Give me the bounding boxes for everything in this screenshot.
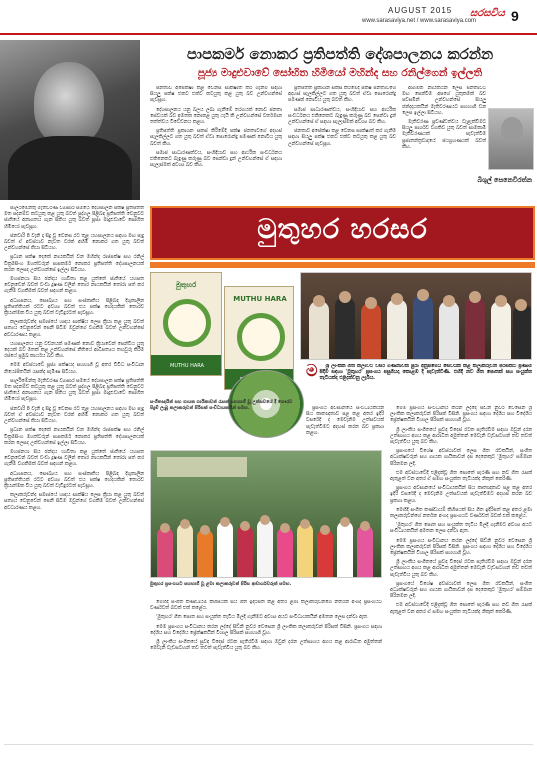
person-figure [335,297,355,359]
child-figure [177,523,193,577]
child-head [360,521,370,531]
person-figure [439,301,459,359]
article-paragraph: අධ්‍යාපනය, සෞඛ්‍යය සහ සංස්කෘතිය පිළිබඳ දිගුකාලීන ප්‍රතිපත්තියක් රටට අවශ්‍ය බවත් එය පක්ෂ භේදයකින් තොරව ක්‍රියාත්මක විය යුතු බවත් වැඩිදුරටත් පැවසූහ. [4,471,144,489]
cover-title-2: MUTHU HARA [233,295,287,303]
section-lead [300,364,532,402]
book-cover-front [150,272,222,376]
child-figure [237,525,253,577]
article-paragraph: සමාජ සාධාරණත්වය, සංහිඳියාව සහ ආර්ථික සංවර්ධනය එකිනෙකට බැඳුණු කරුණු බව පෙන්වා දුන් උන්වහන්සේ ඒ සඳහා සැලැස්මක් අවශ්‍ය බව කීහ. [150,150,282,169]
article-paragraph: මෙම අවස්ථාවේ පූජ්‍ය පක්ෂයද සහභාගී වූ අතර විවිධ සංවිධාන නියෝජිතයින් රැසක්ද පැමිණ සිටියහ. [4,363,144,375]
section-banner [150,206,535,260]
photo-caption-1: සංගීතඥයින් සහ ගායක ගායිකාවන් රැසක් සහභාගී වූ උත්සවයේ දී ගෞරව පිදුම් ලැබූ කලාකරුවන් පිරිසක් සංවිධායකයින් සමඟ. [150,400,293,411]
article-paragraph: ආගමික නායකයින් ලෙස ජනතාවට මඟ පෙන්වීම අපගේ යුතුකමක් බව පවසමින් උන්වහන්සේ සියලු ඡන්දදායකයින් මැතිවරණයට සහභාගී වන ලෙස ඉල්ලා සිටියහ. [402,86,486,116]
website-url[interactable]: www.sarasaviya.net / www.sarasaviya.com [362,18,477,24]
article-paragraph: අධ්‍යාපනය, සෞඛ්‍යය සහ සංස්කෘතිය පිළිබඳ දිගුකාලීන ප්‍රතිපත්තියක් රටට අවශ්‍ය බවත් එය පක්ෂ භේදයකින් තොරව ක්‍රියාත්මක විය යුතු බවත් වැඩිදුරටත් පැවසූහ. [4,298,144,317]
section-body-bottom [150,600,382,740]
article-paragraph: ප්‍රතිපත්ති ප්‍රකාශන සකස් කිරීමේදී පක්ෂ ජනතාවගේ අදහස් සැලකිල්ලට ගත යුතු බවත් ඒවා පොරොන්දු පමණක් නොවිය යුතු බවත් කීහ. [150,129,282,147]
section-paragraph: මෙම ප්‍රසංගය සංවිධානය කරන ලද්දේ සිඩ්නි නුවර වෙසෙන ශ්‍රී ලාංකික කලාකරුවන් පිරිසක් විසිනි. ප්‍රසංගය සඳහා දේශීය සහ විදේශීය ප්‍රේක්ෂකයින් විශාල පිරිසක් සහභාගී වූහ. [150,624,382,636]
article-paragraph: ජනතාව අපේක්ෂා කළ වෙනස සාක්ෂාත් කර ගැනීම සඳහා සියලු පක්ෂ එකට එක්ව කටයුතු කළ යුතු බව උන්වහන්සේ පැවසූහ. [150,86,282,104]
page-footer-rule [4,744,533,745]
section-paragraph: මෙහිදී සංගීත කණ්ඩායම් කිහිපයක් සිය ගීත ඉදිරිපත් කළ අතර ළමා කලාකරුවන්ගේ නර්තන අංගද ප්‍රසංගයට වර්ණවත් බවක් එක් කළේය. [390,507,532,520]
monk-portrait-photo [0,40,140,200]
article-paragraph: මහජනයා සිය ඡන්දය භාවිතා කළ යුත්තේ ජාතියේ යහපත වෙනුවෙන් බවත් වංචා දූෂණ වලින් තොර නායකයින් තෝරා පත් කර ගැනීම වගකීමක් බවත් සඳහන් කළහ. [4,449,144,468]
cover-emblem [163,299,211,347]
section-lead-body: ශ්‍රී ලාංකික ගීත කලාවට වසර ගණනාවක් පුරා අනුපමේය සේවයක් කළ කලාකරුවන් පිරිසකට ප්‍රණාම පිදීම සඳහා 'මුතුහර' ප්‍රසංගය පසුගියදා කොළඹ දී පැවැත්විණි. එහිදී නව ගීත පොතක් සහ සංයුක්ත තැටියක්ද එළිදක්වනු ලැබීය. [319,364,532,382]
portrait-head [34,62,104,146]
article-headline-block [150,45,530,80]
person-figure [513,305,532,359]
article-column-left [4,206,144,740]
section-paragraph: ප්‍රසංගය අවසානයේ සංවිධායකයින් සිය කෘතඥතාව පළ කළ අතර ඉදිරි වසරේදී ද මෙවැනිම උත්සවයක් පැවැත්වීමට අදහස් කරන බව ප්‍රකාශ කළහ. [390,486,532,504]
author-photo [488,108,534,170]
person-head [339,291,351,303]
person-head [515,299,527,311]
person-head [469,291,481,303]
article-paragraph: ප්‍රධාන පක්ෂ දෙකේ නායකයින් වන මහින්ද රාජපක්ෂ සහ රනිල් වික්‍රමසිංහ මහත්වරුන් පාපකර්ම නොකර ප්‍රතිපත්ති දේශපාලනයක් කරන ලෙසද උන්වහන්සේ ඉල්ලා සිටියහ. [4,255,144,273]
cover-title: මුතුහර [175,281,197,289]
person-figure [361,303,381,359]
section-paragraph: ශ්‍රී ලාංකීය සංගීතයේ සුවඳ විදෙස් රටක පැතිරවීම සඳහා ඔවුන් දරන උත්සාහය අගය කළ ආරාධිත අමුත්තන් මෙවැනි වැඩසටහන් තව තවත් පැවැත්විය යුතු බව කීහ. [390,560,532,578]
drop-cap: ම [306,364,318,380]
section-paragraph: එම අවස්ථාවේදී එළිදැක්වූ ගීත පොතේ පැරණි සහ නව ගීත රැසක් ඇතුළත් වන අතර ඒ සමඟ සංයුක්ත තැටියක්ද නිකුත් කෙරිණි. [390,603,532,615]
child-head [260,515,270,525]
child-head [320,525,330,535]
person-head [365,297,377,309]
children-group-photo [150,450,382,578]
article-column-right [402,86,486,178]
article-paragraph: ජනවාරි 8 වැනි දා සිදු වූ වෙනස රට තුළ යහපාලනය සඳහා මඟ පෑදු බවත් ඒ අවස්ථාව නැවත වරක් අහිමි නොකර ගත යුතු බවත් උන්වහන්සේ කියා සිටියහ. [4,406,144,425]
award-ceremony-photo [300,272,532,360]
section-paragraph: මෙහිදී සංගීත කණ්ඩායම් කිහිපයක් සිය ගීත ඉදිරිපත් කළ අතර ළමා කලාකරුවන්ගේ නර්තන අංගද ප්‍රසංගයට වර්ණවත් බවක් එක් කළේය. [150,600,382,612]
photo-caption-2: මුතුහර ප්‍රසංගයට සහභාගී වූ ළමා කලාකරුවන් පිරිස ආචාර්යවරුන් සමඟ. [150,582,292,587]
article-column-mid-2 [288,86,396,204]
person-head [417,289,429,301]
cover-subtitle: MUTHU HARA [170,363,204,369]
article-paragraph: පාර්ලිමේන්තු මැතිවරණ ව්‍යාපාර සමයේ දේශපාලන පක්ෂ ප්‍රතිපත්ති මත පදනම්ව කටයුතු කළ යුතු බවත් පුද්ගල පිළිබඳ ප්‍රතිපත්ති වෙනුවට ජාතියේ අනාගතය ගැන සිතිය යුතු බවත් පූජ්‍ය මාදුළුවාවේ සෝභිත හිමියෝ පැවසූහ. [4,378,144,403]
child-figure [337,521,353,577]
child-figure [317,529,333,577]
article-paragraph: මැතිවරණ ප්‍රචණ්ඩත්වය වැළැක්වීමට සියලු පාර්ශව වගකිව යුතු බවත් සාමකාමී මැතිවරණයක් පැවැත්වීම ප්‍රජාතන්ත්‍රවාදයේ ජයග්‍රහණයක් බවත් කීහ. [402,120,486,150]
issue-date: AUGUST 2015 [388,6,453,15]
person-head [495,295,507,307]
child-head [180,519,190,529]
person-figure [387,299,407,359]
person-figure [413,295,433,359]
child-head [200,525,210,535]
child-head [300,519,310,529]
section-paragraph: 'මුතුහර' ගීත පොත සහ සංයුක්ත තැටිය මිලදී ගැනීමට අවශ්‍ය අයට සංවිධායකයින් අමතන ලෙස දන්වා ඇත. [390,523,532,535]
stage-backdrop [157,457,247,477]
child-head [240,521,250,531]
child-head [220,517,230,527]
article-paragraph: ප්‍රතිපත්ති ප්‍රකාශන සකස් කිරීමේදී පක්ෂ ජනතාවගේ අදහස් සැලකිල්ලට ගත යුතු බවත් ඒවා පොරොන්දු පමණක් නොවිය යුතු බවත් කීහ. [288,86,396,104]
article-paragraph: කලාකරුවන්ද සමාජයේ හෘදය සාක්ෂිය ලෙස ක්‍රියා කළ යුතු බවත් සත්‍යය වෙනුවෙන් පෙනී සිටීම ඔවුන්ගේ වගකීම බවත් උන්වහන්සේ අවධාරණය කළහ. [4,493,144,511]
section-title: මුතුහර හරසර [257,214,428,245]
section-paragraph: මෙම ප්‍රසංගය සංවිධානය කරන ලද්දේ සිඩ්නි නුවර වෙසෙන ශ්‍රී ලාංකික කලාකරුවන් පිරිසක් විසිනි. ප්‍රසංගය සඳහා දේශීය සහ විදේශීය ප්‍රේක්ෂකයින් විශාල පිරිසක් සහභාගී වූහ. [390,538,532,557]
portrait-body [8,136,132,200]
section-paragraph: ශ්‍රී ලාංකීය සංගීතයේ සුවඳ විදෙස් රටක පැතිරවීම සඳහා ඔවුන් දරන උත්සාහය අගය කළ ආරාධිත අමුත්තන් මෙවැනි වැඩසටහන් තව තවත් පැවැත්විය යුතු බව කීහ. [390,427,532,446]
person-figure [309,301,329,359]
person-figure [491,301,511,359]
article-paragraph: සමාජ සාධාරණත්වය, සංහිඳියාව සහ ආර්ථික සංවර්ධනය එකිනෙකට බැඳුණු කරුණු බව පෙන්වා දුන් උන්වහන්සේ ඒ සඳහා සැලැස්මක් අවශ්‍ය බව කීහ. [288,107,396,126]
article-paragraph: මහජනයා සිය ඡන්දය භාවිතා කළ යුත්තේ ජාතියේ යහපත වෙනුවෙන් බවත් වංචා දූෂණ වලින් තොර නායකයින් තෝරා පත් කර ගැනීම වගකීමක් බවත් සඳහන් කළහ. [4,277,144,295]
child-head [160,523,170,533]
child-figure [277,527,293,577]
child-head [280,523,290,533]
article-headline: පාපකර්ම නොකර ප්‍රතිපත්ති දේශපාලනය කරන්න [186,45,494,63]
page-number: 9 [511,8,519,24]
article-paragraph: ජනවාරි 8 වැනි දා සිදු වූ වෙනස රට තුළ යහපාලනය සඳහා මඟ පෑදු බවත් ඒ අවස්ථාව නැවත වරක් අහිමි නොකර ගත යුතු බවත් උන්වහන්සේ කියා සිටියහ. [4,233,144,252]
person-figure [465,297,485,359]
article-paragraph: පාර්ලිමේන්තු මැතිවරණ ව්‍යාපාර සමයේ දේශපාලන පක්ෂ ප්‍රතිපත්ති මත පදනම්ව කටයුතු කළ යුතු බවත් පුද්ගල පිළිබඳ ප්‍රතිපත්ති වෙනුවට ජාතියේ අනාගතය ගැන සිතිය යුතු බවත් පූජ්‍ය මාදුළුවාවේ සෝභිත හිමියෝ පැවසූහ. [4,206,144,230]
article-subhead: පූජ්‍ය මාදුළුවාවේ සෝභිත හිමියෝ මහින්ද සහ රනිල්ගෙන් ඉල්ලති [197,67,483,79]
section-body-mid [306,406,384,446]
article-paragraph: දේශපාලනය යනු බලය ලබා ගැනීමේ තරගයක් නොව ජනතා සේවයක් බව අමතක නොකළ යුතු යැයි කී උන්වහන්සේ වර්තමාන තත්ත්වය විවේචනය කළහ. [150,107,282,126]
section-lead-text [300,364,532,383]
person-head [443,295,455,307]
person-head [391,293,403,305]
article-paragraph: යහපාලනය යනු වචනයක් පමණක් නොව ක්‍රියාවෙන් පෙන්විය යුතු දෙයක් බව මතක් කළ උන්වහන්සේ නීතියේ ආධිපත්‍යය තහවුරු කිරීම රජයේ ප්‍රමුඛ කාර්යය බව කීහ. [4,341,144,360]
section-paragraph: ප්‍රසංගය අවසානයේ සංවිධායකයින් සිය කෘතඥතාව පළ කළ අතර ඉදිරි වසරේදී ද මෙවැනිම උත්සවයක් පැවැත්වීමට අදහස් කරන බව ප්‍රකාශ කළහ. [306,406,384,436]
cover-emblem-2 [237,313,285,361]
child-head [340,517,350,527]
article-column-mid [150,86,282,204]
child-figure [157,527,173,577]
article-paragraph: ප්‍රධාන පක්ෂ දෙකේ නායකයින් වන මහින්ද රාජපක්ෂ සහ රනිල් වික්‍රමසිංහ මහත්වරුන් පාපකර්ම නොකර ප්‍රතිපත්ති දේශපාලනයක් කරන ලෙසද උන්වහන්සේ ඉල්ලා සිටියහ. [4,428,144,446]
section-paragraph: ප්‍රසංගයේ විශේෂ අවස්ථාවක් ලෙස ගීත රචකයින්, සංගීත අධ්‍යක්ෂවරුන් සහ ගායක ගායිකාවන් දස දෙනෙකුට 'මුතුහර' සම්මාන පිරිනමන ලදී. [390,449,532,467]
section-paragraph: ශ්‍රී ලාංකීය සංගීතයේ සුවඳ විදෙස් රටක පැතිරවීම සඳහා ඔවුන් දරන උත්සාහය අගය කළ ආරාධිත අමුත්තන් මෙවැනි වැඩසටහන් තව තවත් පැවැත්විය යුතු බව කීහ. [150,640,382,652]
child-figure [257,519,273,577]
header-rule [0,33,537,35]
child-figure [357,525,373,577]
child-figure [217,521,233,577]
article-paragraph: කලාකරුවන්ද සමාජයේ හෘදය සාක්ෂිය ලෙස ක්‍රියා කළ යුතු බවත් සත්‍යය වෙනුවෙන් පෙනී සිටීම ඔවුන්ගේ වගකීම බවත් උන්වහන්සේ අවධාරණය කළහ. [4,320,144,338]
child-figure [297,523,313,577]
section-paragraph: 'මුතුහර' ගීත පොත සහ සංයුක්ත තැටිය මිලදී ගැනීමට අවශ්‍ය අයට සංවිධායකයින් අමතන ලෙස දන්වා ඇත. [156,615,369,621]
article-byline: බිශුල් සෙනෙවිරත්න [477,176,532,184]
section-paragraph: ප්‍රසංගයේ විශේෂ අවස්ථාවක් ලෙස ගීත රචකයින්, සංගීත අධ්‍යක්ෂවරුන් සහ ගායක ගායිකාවන් දස දෙනෙකුට 'මුතුහර' සම්මාන පිරිනමන ලදී. [390,581,532,600]
publication-logo: සරසවිය [470,8,505,19]
section-banner-underline [150,262,535,268]
section-paragraph: එම අවස්ථාවේදී එළිදැක්වූ ගීත පොතේ පැරණි සහ නව ගීත රැසක් ඇතුළත් වන අතර ඒ සමඟ සංයුක්ත තැටියක්ද නිකුත් කෙරිණි. [390,470,532,483]
section-paragraph: මෙම ප්‍රසංගය සංවිධානය කරන ලද්දේ සිඩ්නි නුවර වෙසෙන ශ්‍රී ලාංකික කලාකරුවන් පිරිසක් විසිනි. ප්‍රසංගය සඳහා දේශීය සහ විදේශීය ප්‍රේක්ෂකයින් විශාල පිරිසක් සහභාගී වූහ. [390,406,532,424]
child-figure [197,529,213,577]
section-body-right [390,406,532,740]
person-head [313,295,325,307]
article-paragraph: ජනතාව අපේක්ෂා කළ වෙනස සාක්ෂාත් කර ගැනීම සඳහා සියලු පක්ෂ එකට එක්ව කටයුතු කළ යුතු බව උන්වහන්සේ පැවසූහ. [288,129,396,147]
page-header [0,6,537,36]
